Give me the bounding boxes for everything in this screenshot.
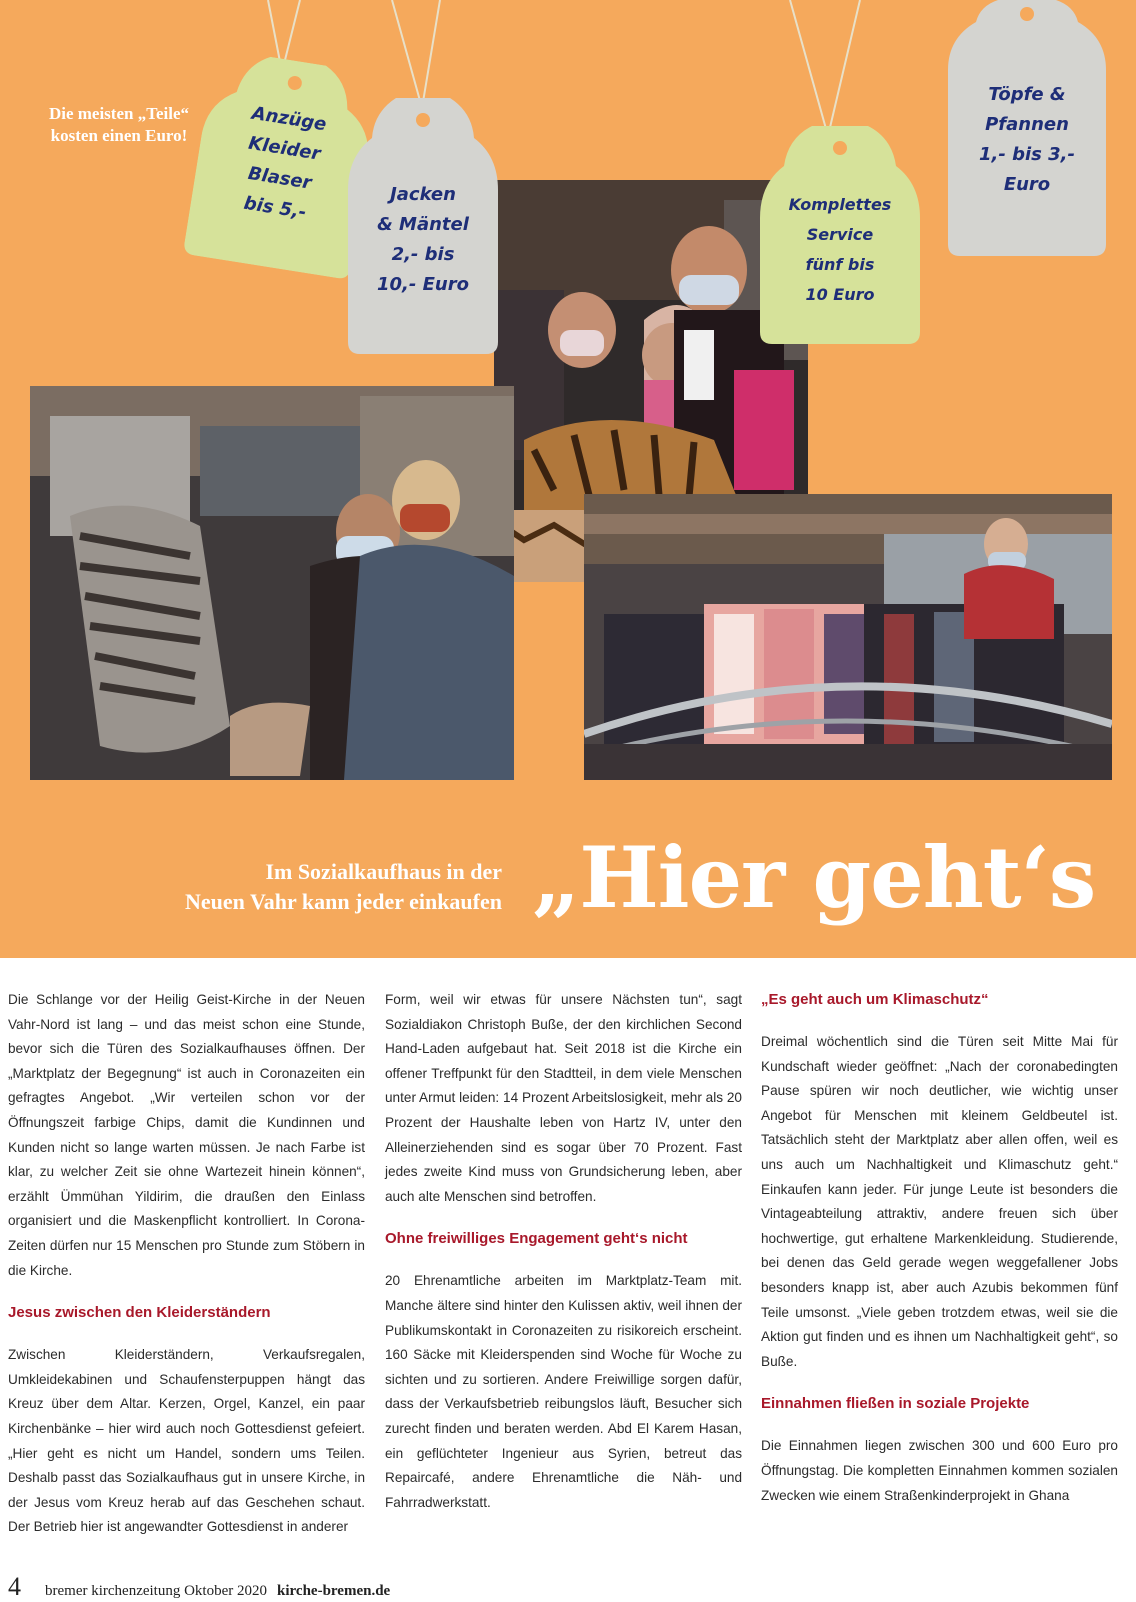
subheading: Ohne freiwilliges Engagement geht‘s nicht [385, 1230, 688, 1248]
subheading: Jesus zwischen den Kleiderständern [8, 1304, 271, 1322]
tag-text: 2,- bis [391, 244, 455, 265]
subline-line-2: Neuen Vahr kann jeder einkaufen [184, 889, 502, 914]
tag-text: Kleider [246, 132, 322, 165]
article-column-3 [761, 988, 1118, 1508]
article-subline [100, 857, 502, 917]
price-note-line-1: Die meisten „Teile“ [48, 104, 190, 123]
price-note-line-2: kosten einen Euro! [50, 126, 188, 145]
tag-text: & Mäntel [377, 214, 469, 235]
tag-text: 10 Euro [805, 285, 875, 304]
tag-text: Komplettes [788, 195, 892, 214]
tag-text: Pfannen [985, 114, 1069, 135]
tag-text: Service [806, 225, 874, 244]
paragraph: Form, weil wir etwas für unsere Nächsten tun“, sagt Sozialdiakon Christoph Buße, der den kirchlichen Second Hand-Laden aufgebaut hat. Seit 2018 ist die Kirche ein offener Treffpunkt für den Stadtteil, in dem viele Menschen unter Armut leiden: 14 Prozent Arbeitslosigkeit, mehr als 20 Prozent der Haushalte leben von Hartz IV, unter den Alleinerziehenden sind es sogar über 70 Prozent. Fast jedes zweite Kind muss von Grundsicherung leben, aber auch alte Menschen sind betroffen. [385, 992, 742, 1204]
tag-text: Euro [1003, 174, 1051, 195]
tag-text: 10,- Euro [377, 274, 469, 295]
paragraph: Zwischen Kleiderständern, Verkaufsregalen, Umkleidekabinen und Schaufensterpuppen hängt das Kreuz über dem Altar. Kerzen, Orgel, Kanzel, ein paar Kirchenbänke – hier wird auch noch Gottesdienst gefeiert. „Hier geht es nicht um Handel, sondern ums Teilen. Deshalb passt das Sozialkaufhaus gut in unsere Kirche, in der Jesus vom Kreuz herab auf das Geschehen schaut. Der Betrieb hier ist angewandter Gottesdienst in anderer [8, 1347, 365, 1535]
tag-text: fünf bis [805, 255, 875, 274]
photo-clothing-rack [584, 494, 1112, 780]
page-number: 4 [8, 1572, 21, 1601]
price-tag-jackets [348, 98, 498, 354]
paragraph: Dreimal wöchentlich sind die Türen seit Mitte Mai für Kundschaft wieder geöffnet: „Nach der coronabedingten Pause spüren wir noch deutlicher, wie wichtig unser Angebot für Menschen mit kleinem Geldbeutel ist. Tatsächlich steht der Marktplatz aber allen offen, weil es uns auch um Nachhaltigkeit und Klimaschutz geht.“ Einkaufen kann jeder. Für junge Leute ist besonders die Vintageabteilung attraktiv, andere freuen sich über hochwertige, gut erhaltene Markenkleidung. Studierende, bei denen das Geld gerade wegen weggefallener Jobs besonders knapp ist, aber auch Azubis bekommen fünf Teile umsonst. „Viele geben trotzdem etwas, weil sie die Aktion gut finden und es ihnen um Nachhaltigkeit geht“, so Buße. [761, 1034, 1118, 1369]
article-column-1 [8, 988, 365, 1540]
website-link[interactable]: kirche-bremen.de [277, 1583, 391, 1599]
subheading: „Es geht auch um Klimaschutz“ [761, 991, 989, 1008]
price-tag-dishes [760, 126, 920, 344]
paragraph: Die Schlange vor der Heilig Geist-Kirche in der Neuen Vahr-Nord ist lang – und das meist schon eine Stunde, bevor sich die Türen des Sozialkaufhauses öffnen. Der „Marktplatz der Begegnung“ ist auch in Coronazeiten ein gefragtes Angebot. „Wir verteilen schon vor der Öffnungszeit farbige Chips, damit die Kundinnen und Kunden nicht so lange warten müssen. Je nach Farbe ist klar, zu welcher Zeit sie ohne Wartezeit hinein können“, erzählt Ümmühan Yildirim, die draußen den Einlass organisiert und die Maskenpflicht kontrolliert. In Corona-Zeiten dürfen nur 15 Menschen pro Stunde zum Stöbern in die Kirche. [8, 992, 365, 1278]
photo-women-sweater [30, 386, 514, 780]
tag-text: bis 5,- [242, 192, 308, 224]
price-note [28, 103, 210, 147]
tag-text: Blaser [246, 162, 313, 194]
tag-text: Jacken [390, 184, 456, 205]
page-footer [8, 1572, 390, 1602]
publication-name: bremer kirchenzeitung Oktober 2020 [45, 1583, 268, 1599]
tag-text: Töpfe & [988, 84, 1066, 105]
subline-line-1: Im Sozialkaufhaus in der [265, 859, 502, 884]
paragraph: 20 Ehrenamtliche arbeiten im Marktplatz-Team mit. Manche ältere sind hinter den Kulissen aktiv, weil ihnen der Publikumskontakt in Coronazeiten zu risikoreich erscheint. 160 Säcke mit Kleiderspenden sind Woche für Woche zu sichten und zu sortieren. Andere Freiwillige sorgen dafür, dass der Verkaufsbetrieb reibungslos läuft, Besucher sich zurecht finden und beraten werden. Abd El Karem Hasan, ein geflüchteter Ingenieur aus Syrien, betreut das Repaircafé, andere Ehrenamtliche die Näh- und Fahrradwerkstatt. [385, 1273, 742, 1510]
subheading: Einnahmen fließen in soziale Projekte [761, 1395, 1030, 1413]
tag-text: Anzüge [250, 102, 328, 136]
article-column-2 [385, 988, 742, 1515]
price-tag-pots [948, 0, 1106, 256]
tag-text: 1,- bis 3,- [979, 144, 1075, 165]
article-headline: „Hier geht‘s [532, 828, 1096, 927]
paragraph: Die Einnahmen liegen zwischen 300 und 600 Euro pro Öffnungstag. Die kompletten Einnahmen kommen sozialen Zwecken wie einem Straßenkinderprojekt in Ghana [761, 1438, 1118, 1503]
